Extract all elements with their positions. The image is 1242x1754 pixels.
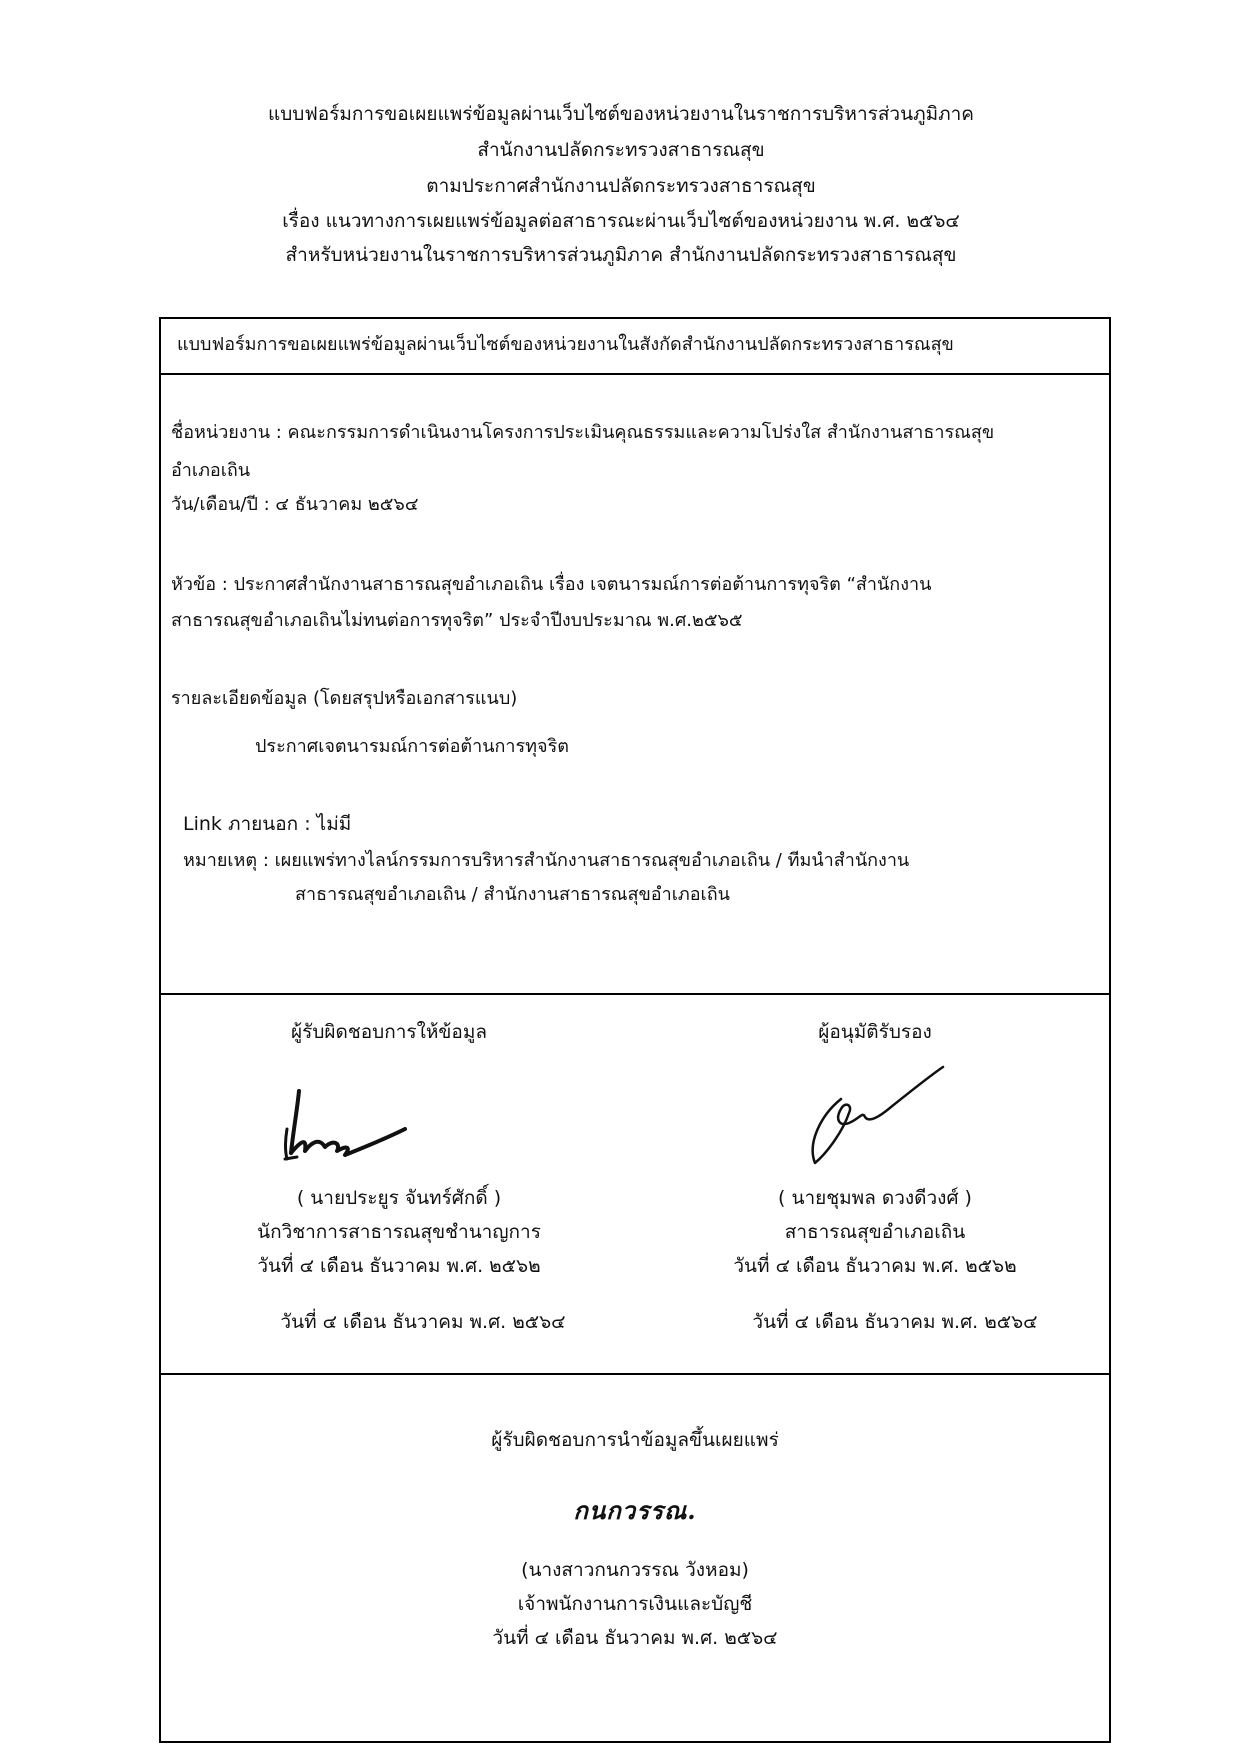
- header-line-1: แบบฟอร์มการขอเผยแพร่ข้อมูลผ่านเว็บไซต์ของหน่วยงานในราชการบริหารส่วนภูมิภาค: [267, 103, 975, 125]
- header-line-3: ตามประกาศสำนักงานปลัดกระทรวงสาธารณสุข: [426, 175, 816, 197]
- publisher-date: วันที่ ๔ เดือน ธันวาคม พ.ศ. ๒๕๖๔: [492, 1627, 778, 1649]
- approver-position: สาธารณสุขอำเภอเถิน: [784, 1221, 966, 1243]
- header-line-2: สำนักงานปลัดกระทรวงสาธารณสุข: [477, 139, 765, 161]
- header-line-4: เรื่อง แนวทางการเผยแพร่ข้อมูลต่อสาธารณะผ่านเว็บไซต์ของหน่วยงาน พ.ศ. ๒๕๖๔: [282, 210, 960, 232]
- responsible-signature-block: [161, 995, 637, 1373]
- form-box-title: แบบฟอร์มการขอเผยแพร่ข้อมูลผ่านเว็บไซต์ของหน่วยงานในสังกัดสำนักงานปลัดกระทรวงสาธารณสุข: [161, 319, 1109, 375]
- publisher-position: เจ้าพนักงานการเงินและบัญชี: [517, 1593, 753, 1615]
- responsible-date-printed: วันที่ ๔ เดือน ธันวาคม พ.ศ. ๒๕๖๒: [257, 1255, 541, 1277]
- approver-name: ( นายชุมพล ดวงดีวงศ์ ): [778, 1187, 972, 1209]
- approver-signature-image: [787, 1065, 947, 1175]
- date-line: วัน/เดือน/ปี : ๔ ธันวาคม ๒๕๖๔: [171, 494, 419, 515]
- agency-line-1: ชื่อหน่วยงาน : คณะกรรมการดำเนินงานโครงการประเมินคุณธรรมและความโปร่งใส สำนักงานสาธารณสุข: [171, 422, 995, 443]
- detail-value: ประกาศเจตนารมณ์การต่อต้านการทุจริต: [255, 736, 569, 757]
- topic-line-1: หัวข้อ : ประกาศสำนักงานสาธารณสุขอำเภอเถิน เรื่อง เจตนารมณ์การต่อต้านการทุจริต “สำนักงาน: [171, 574, 932, 595]
- responsible-date: วันที่ ๔ เดือน ธันวาคม พ.ศ. ๒๕๖๔: [280, 1311, 566, 1333]
- responsible-role: ผู้รับผิดชอบการให้ข้อมูล: [291, 1021, 487, 1043]
- approver-signature-block: [637, 995, 1113, 1373]
- remark-line-1: หมายเหตุ : เผยแพร่ทางไลน์กรรมการบริหารสำนักงานสาธารณสุขอำเภอเถิน / ทีมนำสำนักงาน: [183, 850, 910, 871]
- form-info-section: [161, 375, 1109, 993]
- signature-section: [161, 993, 1109, 1375]
- publisher-role: ผู้รับผิดชอบการนำข้อมูลขึ้นเผยแพร่: [491, 1429, 779, 1451]
- form-box: [159, 317, 1111, 1743]
- publisher-signature-block: [161, 1375, 1109, 1741]
- document-header: [0, 96, 1242, 272]
- external-link-line: Link ภายนอก : ไม่มี: [183, 813, 352, 835]
- remark-line-2: สาธารณสุขอำเภอเถิน / สำนักงานสาธารณสุขอำเภอเถิน: [295, 884, 730, 905]
- approver-date-printed: วันที่ ๔ เดือน ธันวาคม พ.ศ. ๒๕๖๒: [733, 1255, 1017, 1277]
- approver-date: วันที่ ๔ เดือน ธันวาคม พ.ศ. ๒๕๖๔: [752, 1311, 1038, 1333]
- responsible-position: นักวิชาการสาธารณสุขชำนาญการ: [257, 1221, 541, 1243]
- responsible-name: ( นายประยูร จันทร์ศักดิ์ ): [296, 1187, 502, 1209]
- approver-role: ผู้อนุมัติรับรอง: [818, 1021, 932, 1043]
- publisher-signature-image: กนกวรรณ.: [573, 1496, 697, 1525]
- publisher-name: (นางสาวกนกวรรณ วังหอม): [521, 1559, 749, 1581]
- responsible-signature-image: [281, 1085, 431, 1165]
- header-line-5: สำหรับหน่วยงานในราชการบริหารส่วนภูมิภาค สำนักงานปลัดกระทรวงสาธารณสุข: [285, 244, 957, 266]
- detail-label: รายละเอียดข้อมูล (โดยสรุปหรือเอกสารแนบ): [171, 688, 518, 709]
- topic-line-2: สาธารณสุขอำเภอเถินไม่ทนต่อการทุจริต” ประจำปีงบประมาณ พ.ศ.๒๕๖๕: [171, 610, 743, 631]
- agency-line-2: อำเภอเถิน: [171, 460, 251, 481]
